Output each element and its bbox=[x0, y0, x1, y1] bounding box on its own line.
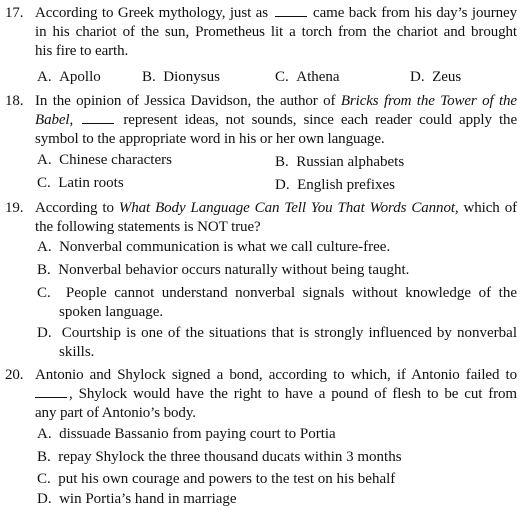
option-d[interactable]: D. Zeus bbox=[410, 69, 462, 85]
option-b[interactable]: B. Russian alphabets bbox=[275, 154, 405, 170]
question-number: 17. bbox=[5, 5, 24, 21]
question-20-line-1: Antonio and Shylock signed a bond, according to which, if Antonio failed to bbox=[35, 367, 517, 383]
question-number: 20. bbox=[5, 367, 24, 383]
option-b[interactable]: B. Nonverbal behavior occurs naturally without being taught. bbox=[37, 262, 410, 278]
question-19-line-1: According to What Body Language Can Tell You That Words Cannot, which of bbox=[35, 200, 517, 216]
option-b[interactable]: B. Dionysus bbox=[142, 69, 220, 85]
question-number: 19. bbox=[5, 200, 24, 216]
question-17-line-3: his fire to earth. bbox=[35, 43, 129, 59]
question-19-line-2: the following statements is NOT true? bbox=[35, 219, 261, 235]
option-c[interactable]: C. put his own courage and powers to the test on his behalf bbox=[37, 471, 396, 487]
answer-blank bbox=[82, 112, 114, 124]
option-a[interactable]: A. Chinese characters bbox=[37, 152, 172, 168]
option-d[interactable]: D. Courtship is one of the situations that is strongly influenced by nonverbal bbox=[37, 325, 517, 341]
option-d-continuation: skills. bbox=[59, 344, 95, 360]
question-18-line-3: symbol to the appropriate word in his or her own language. bbox=[35, 131, 385, 147]
question-17-line-2: in his chariot of the sun, Prometheus lit a torch from the chariot and brought bbox=[35, 24, 517, 40]
option-d[interactable]: D. win Portia’s hand in marriage bbox=[37, 491, 237, 507]
question-20-line-3: any part of Antonio’s body. bbox=[35, 405, 196, 421]
option-c[interactable]: C. People cannot understand nonverbal signals without knowledge of the bbox=[37, 285, 518, 301]
option-a[interactable]: A. dissuade Bassanio from paying court to Portia bbox=[37, 426, 336, 442]
option-a[interactable]: A. Apollo bbox=[37, 69, 101, 85]
option-b[interactable]: B. repay Shylock the three thousand ducats within 3 months bbox=[37, 449, 402, 465]
answer-blank bbox=[35, 386, 67, 398]
question-20-line-2: , Shylock would have the right to have a pound of flesh to be cut from bbox=[35, 385, 517, 403]
answer-blank bbox=[275, 5, 307, 17]
question-18-line-1: In the opinion of Jessica Davidson, the author of Bricks from the Tower of the bbox=[35, 93, 517, 109]
option-a[interactable]: A. Nonverbal communication is what we call culture-free. bbox=[37, 239, 391, 255]
question-number: 18. bbox=[5, 93, 24, 109]
option-d[interactable]: D. English prefixes bbox=[275, 177, 395, 193]
option-c-continuation: spoken language. bbox=[59, 304, 164, 320]
question-18-line-2: Babel, represent ideas, not sounds, since each reader could apply the bbox=[35, 112, 518, 128]
option-c[interactable]: C. Latin roots bbox=[37, 175, 124, 191]
option-c[interactable]: C. Athena bbox=[275, 69, 340, 85]
question-17-line-1: According to Greek mythology, just as came back from his day’s journey bbox=[35, 5, 518, 21]
